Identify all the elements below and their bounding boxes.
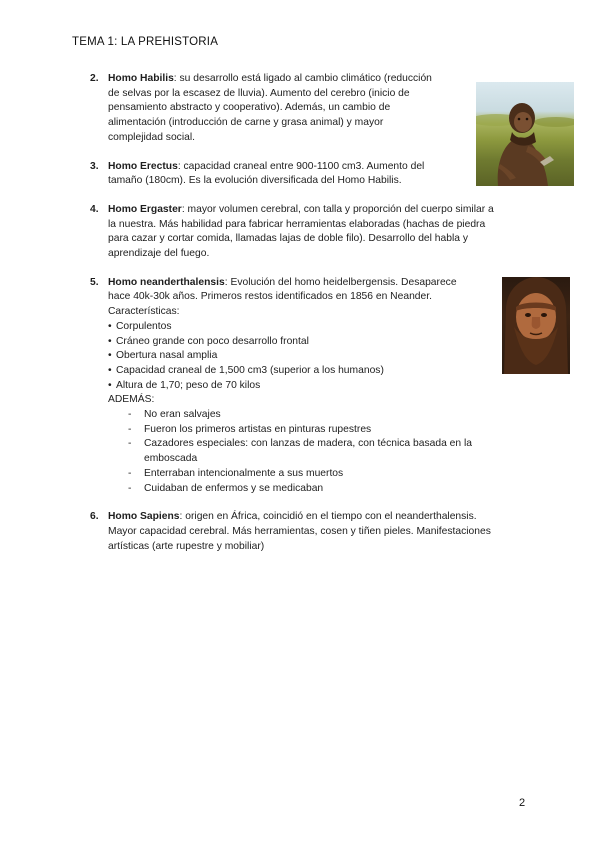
item-line: la nuestra. Más habilidad para fabricar herramientas elaboradas (hachas de piedra — [108, 218, 486, 230]
item-homo-ergaster — [90, 203, 528, 262]
list-item — [108, 364, 528, 379]
list-item — [108, 408, 528, 423]
item-line: de selvas por la escasez de lluvia). Aumento del cerebro (inicio de — [108, 87, 410, 99]
item-line: tamaño (180cm). Es la evolución diversificada del Homo Habilis. — [108, 175, 402, 187]
item-line: pensamiento abstracto y cooperativo). Además, un cambio de — [108, 102, 391, 114]
list-item-text: Cuidaban de enfermos y se medicaban — [144, 482, 324, 494]
item-term: Homo Sapiens — [108, 511, 180, 523]
list-item-text: Corpulentos — [116, 320, 172, 332]
item-term: Homo neanderthalensis — [108, 276, 225, 288]
item-line: artísticas (arte rupestre y mobiliar) — [108, 540, 265, 552]
homo-neanderthalensis-image — [502, 277, 570, 374]
list-item-text: Obertura nasal amplia — [116, 350, 218, 362]
bullet-glyph: • — [108, 350, 112, 362]
item-line: alimentación (introducción de carne y grasa animal) y mayor — [108, 117, 384, 129]
item-homo-neanderthalensis — [90, 276, 528, 497]
characteristics-list — [108, 320, 528, 394]
bullet-glyph: • — [108, 320, 112, 332]
list-item — [108, 467, 528, 482]
item-text — [108, 72, 460, 146]
document-body — [90, 72, 530, 568]
item-term: Homo Habilis — [108, 73, 174, 84]
ademas-list — [108, 408, 528, 496]
item-line: : Evolución del homo heidelbergensis. Desaparece — [224, 276, 457, 288]
item-text — [108, 203, 528, 262]
characteristics-label: Características: — [108, 306, 180, 318]
item-line: : origen en África, coincidió en el tiempo con el neanderthalensis. — [179, 511, 477, 523]
list-item-text: Enterraban intencionalmente a sus muertos — [144, 467, 344, 479]
item-text — [108, 160, 460, 189]
list-item-text: Cazadores especiales: con lanzas de madera, con técnica basada en la emboscada — [144, 438, 472, 465]
item-line: : mayor volumen cerebral, con talla y proporción del cuerpo similar a — [181, 203, 494, 215]
item-homo-sapiens — [90, 510, 528, 554]
item-number: 5. — [90, 276, 99, 288]
item-homo-habilis — [90, 72, 460, 146]
ademas-label: ADEMÁS: — [108, 394, 155, 406]
item-line: : capacidad craneal entre 900-1100 cm3. Aumento del — [177, 160, 425, 172]
item-line: : su desarrollo está ligado al cambio climático (reducción — [173, 73, 432, 84]
dash-glyph: - — [128, 438, 132, 450]
list-item-text: Fueron los primeros artistas en pinturas rupestres — [144, 423, 372, 435]
bullet-glyph: • — [108, 364, 112, 376]
homo-habilis-image — [476, 82, 574, 186]
list-item — [108, 335, 528, 350]
bullet-glyph: • — [108, 379, 112, 391]
list-item-text: Cráneo grande con poco desarrollo frontal — [116, 335, 309, 347]
item-line: aprendizaje del fuego. — [108, 248, 210, 260]
list-item — [108, 437, 528, 466]
item-line: Mayor capacidad cerebral. Más herramientas, cosen y tiñen pieles. Manifestaciones — [108, 525, 491, 537]
item-text — [108, 510, 528, 554]
dash-glyph: - — [128, 467, 132, 479]
item-term: Homo Ergaster — [108, 203, 182, 215]
item-term: Homo Erectus — [108, 160, 178, 172]
item-line: hace 40k-30k años. Primeros restos identificados en 1856 en Neander. — [108, 291, 432, 303]
item-line: para cazar y cortar comida, llamadas lajas de doble filo). Desarrollo del habla y — [108, 233, 468, 245]
page-number: 2 — [519, 797, 526, 809]
item-number: 3. — [90, 160, 99, 172]
list-item-text: No eran salvajes — [144, 409, 221, 421]
list-item — [108, 423, 528, 438]
item-number: 4. — [90, 203, 99, 215]
page-header-title: TEMA 1: LA PREHISTORIA — [72, 36, 219, 48]
list-item-text: Capacidad craneal de 1,500 cm3 (superior a los humanos) — [116, 364, 384, 376]
list-item — [108, 349, 528, 364]
item-number: 2. — [90, 73, 99, 84]
list-item — [108, 482, 528, 497]
item-text — [108, 276, 528, 497]
list-item-text: Altura de 1,70; peso de 70 kilos — [116, 379, 261, 391]
bullet-glyph: • — [108, 335, 112, 347]
list-item — [108, 379, 528, 394]
dash-glyph: - — [128, 423, 132, 435]
list-item — [108, 320, 528, 335]
dash-glyph: - — [128, 409, 132, 421]
item-homo-erectus — [90, 160, 460, 189]
item-line: complejidad social. — [108, 131, 195, 143]
item-number: 6. — [90, 511, 99, 523]
dash-glyph: - — [128, 482, 132, 494]
